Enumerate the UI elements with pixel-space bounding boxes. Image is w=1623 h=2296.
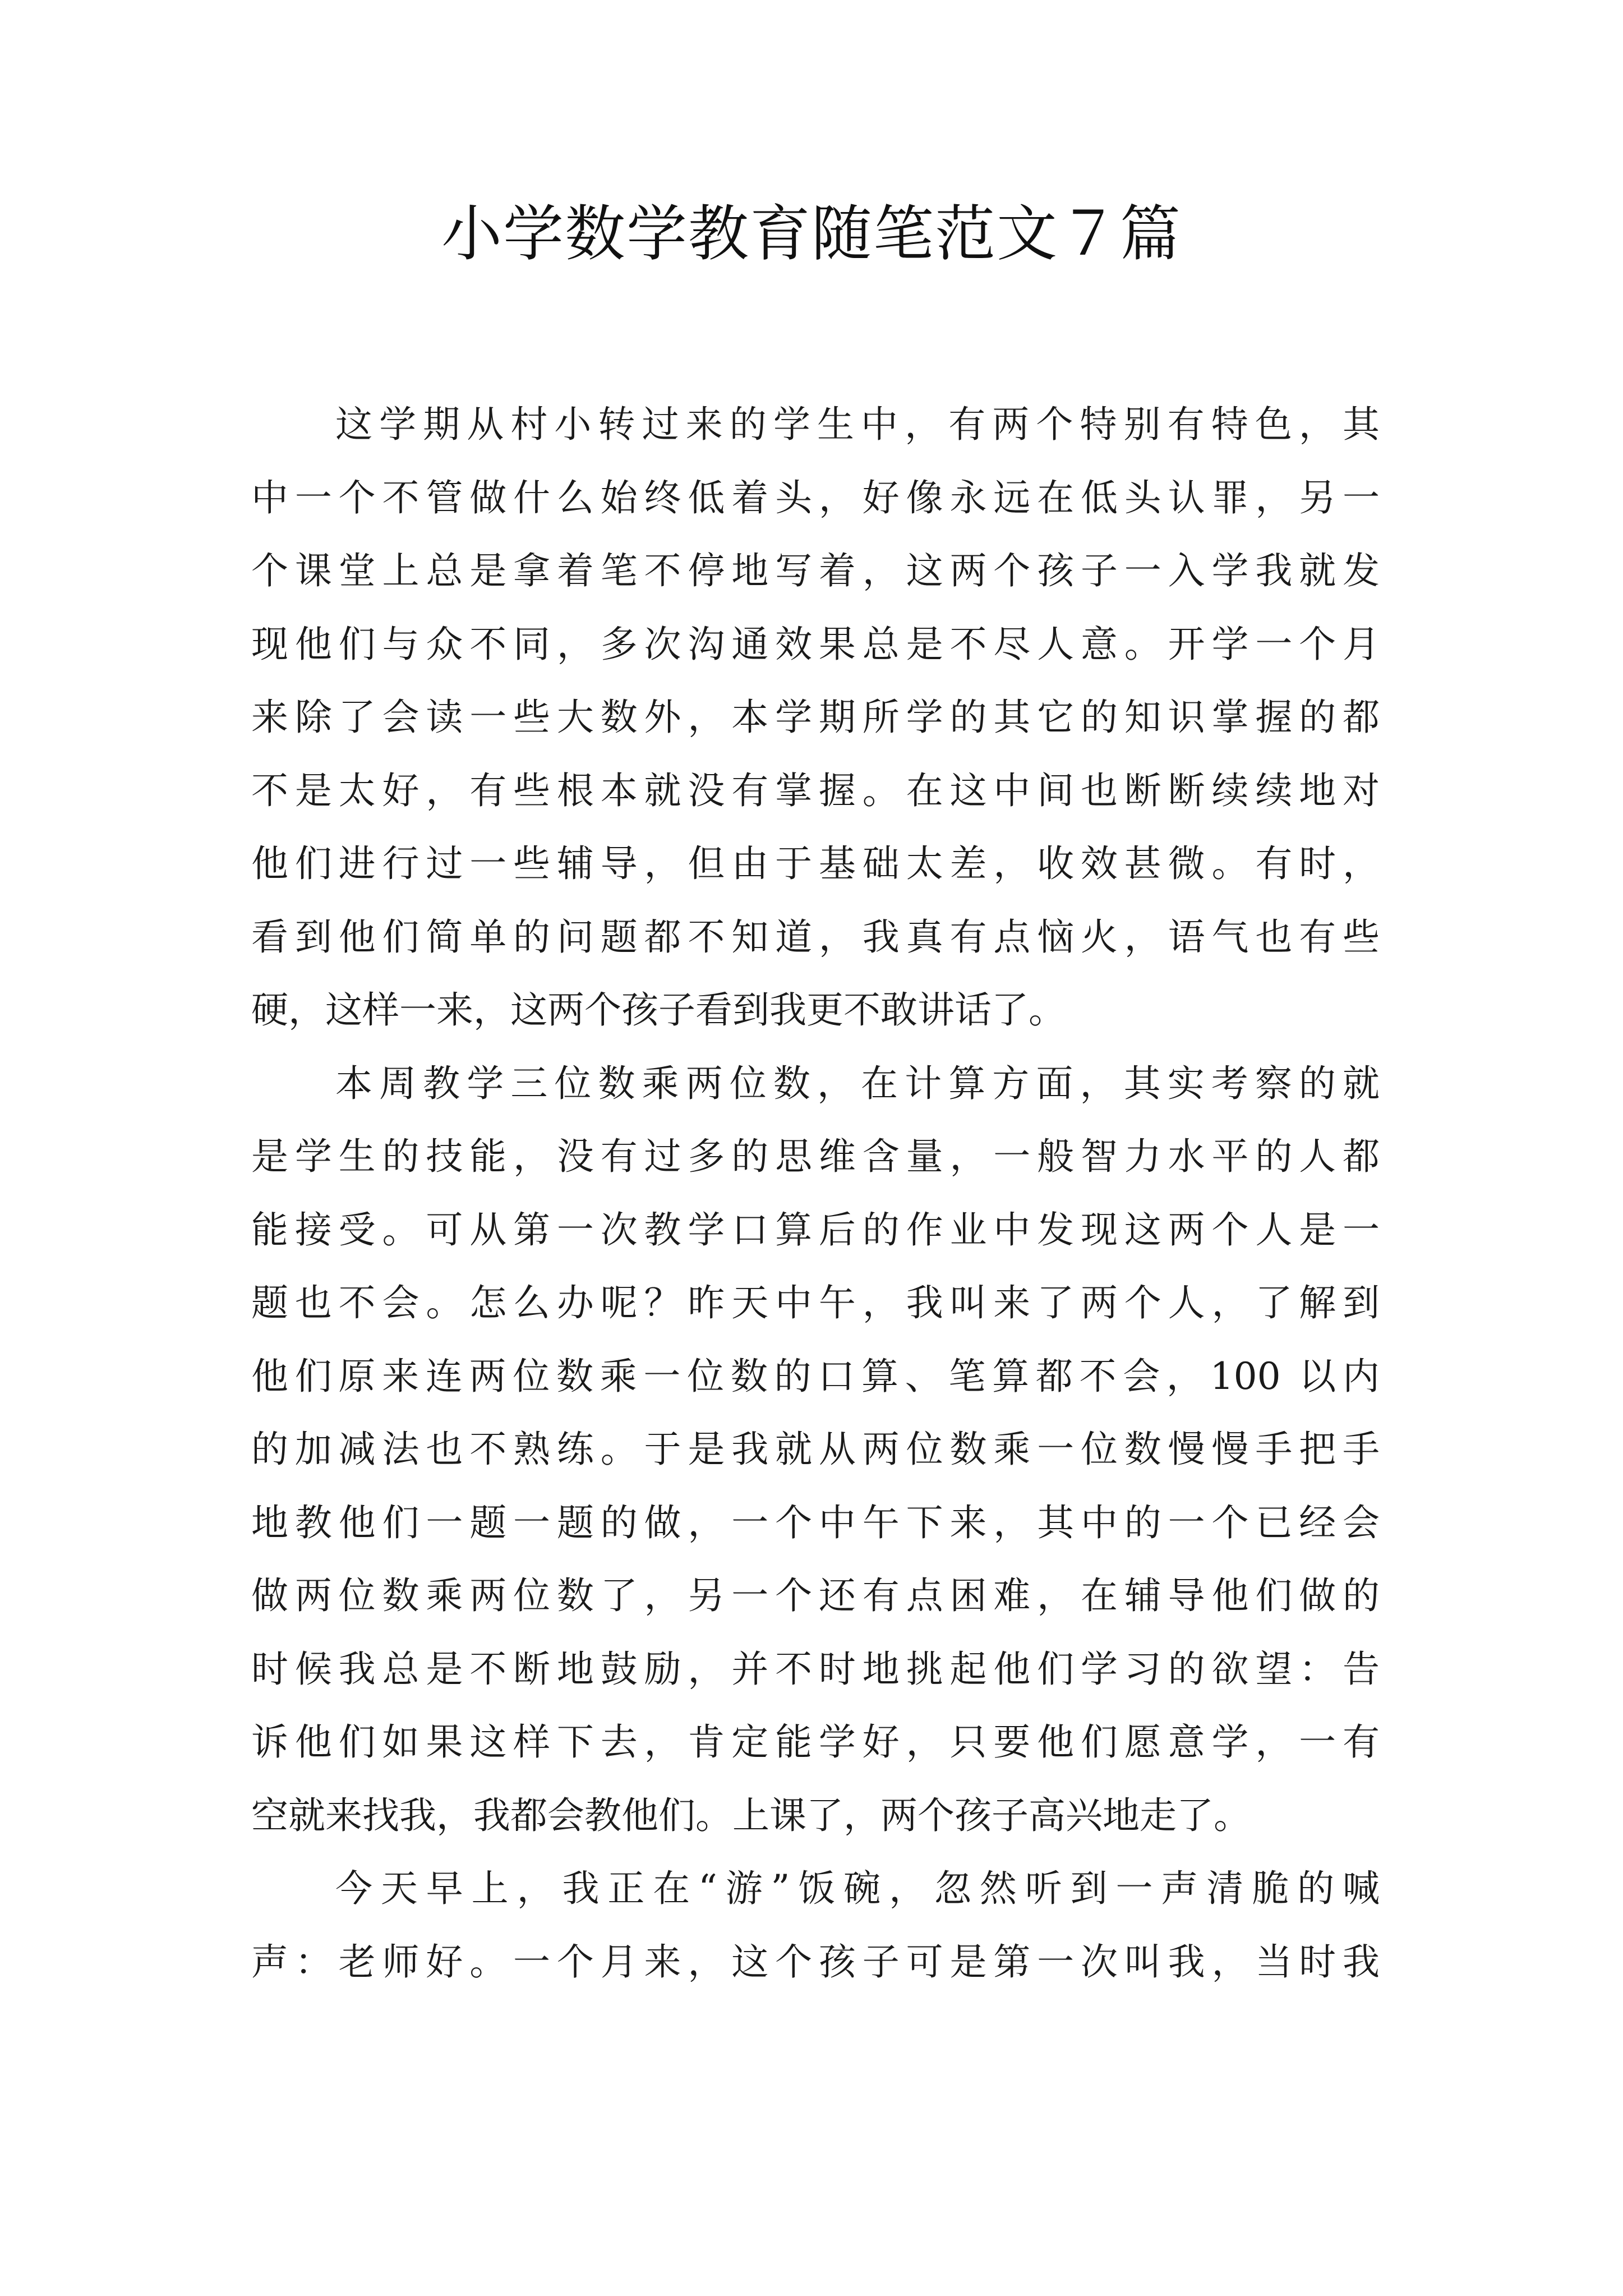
paragraph-3-line-1: 今天早上，我正在“游”饭碗，忽然听到一声清脆的喊 bbox=[335, 1867, 1380, 1910]
paragraph-2-line-2: 是学生的技能，没有过多的思维含量，一般智力水平的人都 bbox=[251, 1135, 1380, 1178]
paragraph-2-line-10: 诉他们如果这样下去，肯定能学好，只要他们愿意学，一有 bbox=[251, 1720, 1380, 1764]
paragraph-2-line-6: 的加减法也不熟练。于是我就从两位数乘一位数慢慢手把手 bbox=[251, 1428, 1380, 1471]
paragraph-3-line-2: 声：老师好。一个月来，这个孩子可是第一次叫我，当时我 bbox=[251, 1940, 1380, 1984]
paragraph-2-line-3: 能接受。可从第一次教学口算后的作业中发现这两个人是一 bbox=[251, 1208, 1380, 1251]
paragraph-1-line-2: 中一个不管做什么始终低着头，好像永远在低头认罪，另一 bbox=[251, 476, 1380, 519]
paragraph-1-line-8: 看到他们简单的问题都不知道，我真有点恼火，语气也有些 bbox=[251, 915, 1380, 959]
paragraph-2-line-9: 时候我总是不断地鼓励，并不时地挑起他们学习的欲望：告 bbox=[251, 1647, 1380, 1691]
document-title: 小学数学教育随笔范文７篇 bbox=[441, 199, 1182, 269]
paragraph-2-line-8: 做两位数乘两位数了，另一个还有点困难，在辅导他们做的 bbox=[251, 1574, 1380, 1617]
paragraph-1-line-5: 来除了会读一些大数外，本学期所学的其它的知识掌握的都 bbox=[251, 696, 1380, 739]
paragraph-2-line-1: 本周教学三位数乘两位数，在计算方面，其实考察的就 bbox=[335, 1061, 1380, 1105]
paragraph-2-line-4: 题也不会。怎么办呢？昨天中午，我叫来了两个人，了解到 bbox=[251, 1281, 1380, 1324]
paragraph-1-line-7: 他们进行过一些辅导，但由于基础太差，收效甚微。有时， bbox=[251, 842, 1380, 885]
paragraph-2-line-11: 空就来找我，我都会教他们。上课了，两个孩子高兴地走了。 bbox=[251, 1793, 1251, 1837]
paragraph-1-line-4: 现他们与众不同，多次沟通效果总是不尽人意。开学一个月 bbox=[251, 622, 1380, 666]
document-body bbox=[251, 388, 1380, 1999]
paragraph-1-line-3: 个课堂上总是拿着笔不停地写着，这两个孩子一入学我就发 bbox=[251, 549, 1380, 592]
paragraph-2-line-5: 他们原来连两位数乘一位数的口算、笔算都不会，100 以内 bbox=[251, 1354, 1380, 1398]
paragraph-1-line-1: 这学期从村小转过来的学生中，有两个特别有特色，其 bbox=[335, 403, 1380, 446]
paragraph-1-line-6: 不是太好，有些根本就没有掌握。在这中间也断断续续地对 bbox=[251, 769, 1380, 812]
paragraph-1-line-9: 硬，这样一来，这两个孩子看到我更不敢讲话了。 bbox=[251, 988, 1066, 1032]
paragraph-2-line-7: 地教他们一题一题的做，一个中午下来，其中的一个已经会 bbox=[251, 1501, 1380, 1544]
